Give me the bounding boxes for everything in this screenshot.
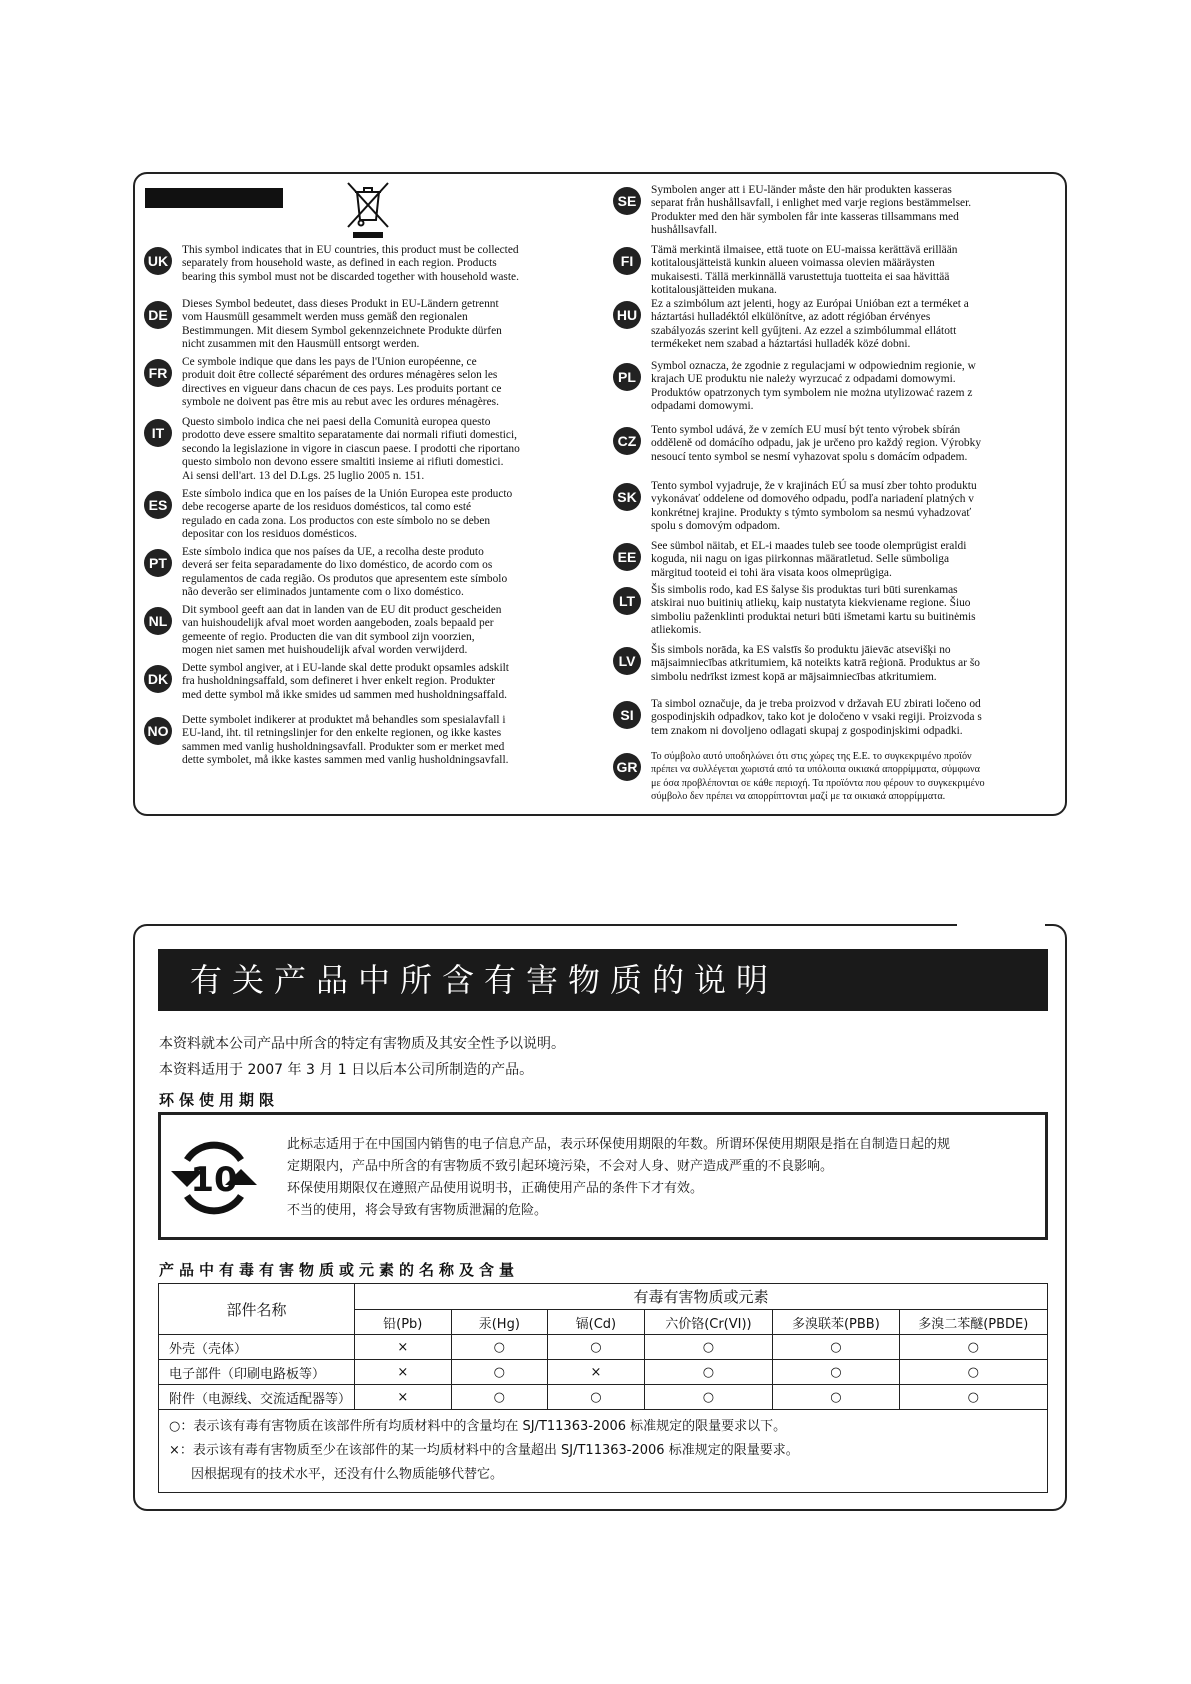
- substance-mark: ○: [644, 1335, 772, 1360]
- header-substance: 六价铬(Cr(VI)): [644, 1310, 772, 1335]
- substance-mark: ×: [354, 1335, 451, 1360]
- header-part-name: 部件名称: [159, 1284, 355, 1335]
- language-badge-fi: FI: [613, 247, 641, 275]
- header-substance: 多溴二苯醚(PBDE): [899, 1310, 1047, 1335]
- page-title: 有关产品中所含有害物质的说明: [190, 961, 779, 999]
- substance-mark: ○: [899, 1385, 1047, 1410]
- weee-text-si: Ta simbol označuje, da je treba proizvod v državah EU zbirati ločeno od gospodinjskih odpadkov, tako kot je določeno v vsaki regiji. Proizvoda s tem znakom ni dovoljeno odlagati skupaj z gospodinjskimi odpadki.: [651, 698, 982, 737]
- substance-mark: ○: [773, 1385, 899, 1410]
- substance-mark: ×: [354, 1385, 451, 1410]
- black-label-bar: [145, 188, 283, 208]
- language-badge-dk: DK: [144, 665, 172, 693]
- table-notes: [159, 1410, 1048, 1493]
- language-badge-cz: CZ: [613, 427, 641, 455]
- china-rohs-box: [133, 924, 1067, 1511]
- table-note: 因根据现有的技术水平，还没有什么物质能够代替它。: [191, 1467, 504, 1482]
- header-substance: 汞(Hg): [451, 1310, 548, 1335]
- weee-text-de: Dieses Symbol bedeutet, dass dieses Produkt in EU-Ländern getrennt vom Hausmüll gesammelt werden muss gemäß den regionalen Bestimmungen. Mit diesem Symbol gekennzeichnete Produkte dürfen nicht zusammen mit den Hausmüll entsorgt werden.: [182, 298, 502, 351]
- weee-text-ee: See sümbol näitab, et EL-i maades tuleb see toode olemprügist eraldi koguda, nii nagu on igas piirkonnas määratletud. Selle sümboliga märgitud tooteid ei tohi ära visata koos olmeprügiga.: [651, 540, 967, 579]
- substance-mark: ○: [773, 1360, 899, 1385]
- header-substance: 镉(Cd): [548, 1310, 645, 1335]
- language-badge-si: SI: [613, 701, 641, 729]
- border-gap: [957, 920, 1045, 928]
- weee-text-sk: Tento symbol vyjadruje, že v krajinách EÚ sa musí zber tohto produktu vykonávať oddelene od domového odpadu, podľa nariadení platných v konkrétnej krajine. Produkty s týmto symbolom sa nesmú vyhadzovať spolu s domovým odpadom.: [651, 480, 977, 533]
- table-note: ○：表示该有毒有害物质在该部件所有均质材料中的含量均在 SJ/T11363-2006 标准规定的限量要求以下。: [169, 1419, 787, 1434]
- table-heading: 产品中有毒有害物质或元素的名称及含量: [159, 1261, 520, 1279]
- weee-text-hu: Ez a szimbólum azt jelenti, hogy az Európai Unióban ezt a terméket a háztartási hulladéktól elkülönítve, az adott régióban érvényes szabályozás szerint kell gyűjteni. Az ezzel a szimbólummal ellátott termékeket nem szabad a háztartási hulladék közé dobni.: [651, 298, 969, 351]
- language-badge-fr: FR: [144, 359, 172, 387]
- weee-text-nl: Dit symbool geeft aan dat in landen van de EU dit product gescheiden van huishoudelijk afval moet worden aangeboden, zoals bepaald per gemeente of regio. Producten die van dit symbool zijn voorzien, mogen niet samen met huishoudelijk afval worden verwijderd.: [182, 604, 502, 657]
- substance-mark: ○: [451, 1335, 548, 1360]
- part-name: 外壳（壳体）: [159, 1335, 355, 1360]
- crossed-out-wheelie-bin-icon: [345, 180, 391, 240]
- epup-box: [158, 1112, 1048, 1240]
- substance-mark: ○: [548, 1385, 645, 1410]
- table-row: [159, 1360, 1048, 1385]
- substance-mark: ○: [451, 1385, 548, 1410]
- epup-description: 此标志适用于在中国国内销售的电子信息产品，表示环保使用期限的年数。所谓环保使用期限是指在自制造日起的规 定期限内，产品中所含的有害物质不致引起环境污染，不会对人身、财产造成严重的不良影响。 环保使用期限仅在遵照产品使用说明书，正确使用产品的条件下才有效。 不当的使用，将会导致有害物质泄漏的危险。: [287, 1137, 951, 1218]
- language-badge-it: IT: [144, 419, 172, 447]
- weee-text-lt: Šis simbolis rodo, kad ES šalyse šis produktas turi būti surenkamas atskirai nuo buitinių atliekų, kaip nustatyta kiekviename regione. Šiuo simboliu paženklinti produktai neturi būti išmetami kartu su buitinėmis atliekomis.: [651, 584, 976, 637]
- language-badge-sk: SK: [613, 483, 641, 511]
- language-badge-pl: PL: [613, 363, 641, 391]
- weee-text-dk: Dette symbol angiver, at i EU-lande skal dette produkt opsamles adskilt fra husholdningsaffald, som defineret i hver enkelt region. Produkter med dette symbol må ikke smides ud sammen med husholdningsaffald.: [182, 662, 509, 701]
- environmental-protection-use-period-logo: [167, 1135, 261, 1221]
- language-badge-uk: UK: [144, 247, 172, 275]
- table-row: [159, 1335, 1048, 1360]
- header-substance: 多溴联苯(PBB): [773, 1310, 899, 1335]
- language-badge-nl: NL: [144, 607, 172, 635]
- substance-mark: ×: [548, 1360, 645, 1385]
- table-row: [159, 1385, 1048, 1410]
- weee-text-uk: This symbol indicates that in EU countries, this product must be collected separately from household waste, as defined in each region. Products bearing this symbol must not be discarded together with household waste.: [182, 244, 519, 283]
- substance-mark: ○: [899, 1335, 1047, 1360]
- intro-line-2: 本资料适用于 2007 年 3 月 1 日以后本公司所制造的产品。: [159, 1062, 534, 1078]
- language-badge-se: SE: [613, 187, 641, 215]
- substance-mark: ○: [451, 1360, 548, 1385]
- weee-text-fi: Tämä merkintä ilmaisee, että tuote on EU-maissa kerättävä erillään kotitalousjätteistä kunkin alueen voimassa olevien määräysten mukaisesti. Tällä merkinnällä varustettuja tuotteita ei saa hävittää kotitalousjätteiden mukana.: [651, 244, 958, 297]
- language-badge-no: NO: [144, 717, 172, 745]
- weee-text-lv: Šis simbols norāda, ka ES valstīs šo produktu jāievāc atsevišķi no mājsaimniecības atkritumiem, kā noteikts katrā reģionā. Produktus ar šo simbolu nedrīkst izmest kopā ar mājsaimniecības atkritumiem.: [651, 644, 980, 683]
- weee-text-gr: Το σύμβολο αυτό υποδηλώνει ότι στις χώρες της Ε.Ε. το συγκεκριμένο προϊόν πρέπει να συλλέγεται χωριστά από τα υπόλοιπα οικιακά απορρίμματα, σύμφωνα με όσα προβλέπονται σε κάθε περιοχή. Τα προϊόντα που φέρουν το συγκεκριμένο σύμβολο δεν πρέπει να απορρίπτονται μαζί με τα οικιακά απορρίμματα.: [651, 751, 985, 803]
- weee-text-no: Dette symbolet indikerer at produktet må behandles som spesialavfall i EU-land, iht. til retningslinjer for den enkelte regionen, og ikke kastes sammen med vanlig husholdningsavfall. Produkter som er merket med dette symbolet, må ikke kastes sammen med vanlig husholdningsavfall.: [182, 714, 509, 767]
- substance-mark: ○: [899, 1360, 1047, 1385]
- language-badge-lt: LT: [613, 587, 641, 615]
- weee-text-pl: Symbol oznacza, że zgodnie z regulacjami w odpowiednim regionie, w krajach UE produktu nie należy wyrzucać z odpadami domowymi. Produktów opatrzonych tym symbolem nie można utylizować razem z odpadami domowymi.: [651, 360, 976, 413]
- language-badge-es: ES: [144, 491, 172, 519]
- weee-text-cz: Tento symbol udává, že v zemích EU musí být tento výrobek sbírán odděleně od domácího odpadu, jak je určeno pro každý region. Výrobky nesoucí tento symbol se nesmí vyhazovat spolu s domácím odpadem.: [651, 424, 982, 463]
- epup-number: 10: [190, 1160, 238, 1200]
- weee-text-fr: Ce symbole indique que dans les pays de l'Union européenne, ce produit doit être collecté séparément des ordures ménagères selon les directives en vigueur dans chacun de ces pays. Les produits portant ce symbole ne doivent pas être mis au rebut avec les ordures ménagères.: [182, 356, 502, 409]
- part-name: 电子部件（印刷电路板等）: [159, 1360, 355, 1385]
- part-name: 附件（电源线、交流适配器等）: [159, 1385, 355, 1410]
- language-badge-pt: PT: [144, 549, 172, 577]
- language-badge-de: DE: [144, 301, 172, 329]
- substance-mark: ○: [644, 1360, 772, 1385]
- weee-text-pt: Este símbolo indica que nos países da UE, a recolha deste produto deverá ser feita separadamente do lixo doméstico, de acordo com os regulamentos de cada região. Os produtos que apresentem este símbolo não deverão ser eliminados juntamente com o lixo doméstico.: [182, 546, 508, 599]
- weee-text-se: Symbolen anger att i EU-länder måste den här produkten kasseras separat från hushållsavfall, i enlighet med varje regions bestämmelser. Produkter med den här symbolen får inte kasseras tillsammans med hushållsavfall.: [651, 184, 972, 237]
- header-substance: 铅(Pb): [354, 1310, 451, 1335]
- language-badge-ee: EE: [613, 543, 641, 571]
- substance-mark: ×: [354, 1360, 451, 1385]
- epup-heading: 环保使用期限: [159, 1091, 280, 1109]
- weee-text-es: Este símbolo indica que en los países de la Unión Europea este producto debe recogerse aparte de los residuos domésticos, tal como esté regulado en cada zona. Los productos con este símbolo no se deben depositar con los residuos domésticos.: [182, 488, 513, 541]
- hazardous-substance-table: [158, 1283, 1048, 1493]
- title-bar: [158, 949, 1048, 1011]
- language-badge-gr: GR: [613, 753, 641, 781]
- substance-mark: ○: [644, 1385, 772, 1410]
- substance-mark: ○: [548, 1335, 645, 1360]
- language-badge-lv: LV: [613, 647, 641, 675]
- weee-notice-box: [133, 172, 1067, 816]
- header-substance-group: 有毒有害物质或元素: [354, 1284, 1047, 1310]
- intro-line-1: 本资料就本公司产品中所含的特定有害物质及其安全性予以说明。: [159, 1036, 565, 1052]
- table-note: ×：表示该有毒有害物质至少在该部件的某一均质材料中的含量超出 SJ/T11363-2006 标准规定的限量要求。: [169, 1443, 799, 1458]
- substance-mark: ○: [773, 1335, 899, 1360]
- weee-text-it: Questo simbolo indica che nei paesi della Comunità europea questo prodotto deve essere smaltito separatamente dai normali rifiuti domestici, secondo la legislazione in vigore in ciascun paese. I prodotti che riportano questo simbolo non devono essere smaltiti insieme ai rifiuti domestici. Ai sensi dell'art. 13 del D.Lgs. 25 luglio 2005 n. 151.: [182, 416, 520, 482]
- language-badge-hu: HU: [613, 301, 641, 329]
